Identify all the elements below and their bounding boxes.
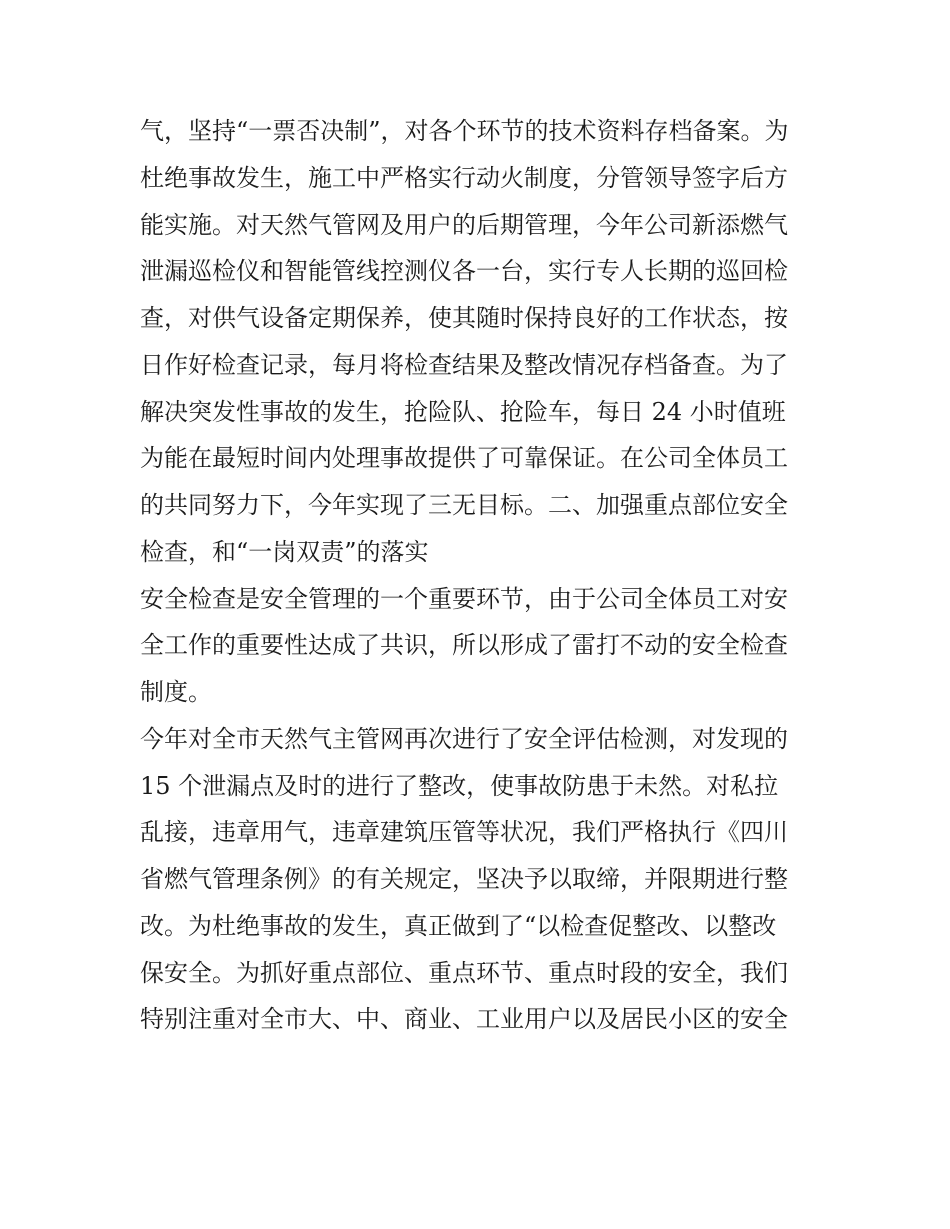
text-line: 查，对供气设备定期保养，使其随时保持良好的工作状态，按 <box>140 304 788 332</box>
text-line: 保安全。为抓好重点部位、重点环节、重点时段的安全，我们 <box>140 958 788 987</box>
text-line: 能实施。对天然气管网及用户的后期管理，今年公司新添燃气 <box>140 210 788 239</box>
text-line: 杜绝事故发生，施工中严格实行动火制度，分管领导签字后方 <box>140 163 788 192</box>
text-line: 的共同努力下，今年实现了三无目标。二、加强重点部位安全 <box>140 491 788 519</box>
text-line: 气，坚持“一票否决制”，对各个环节的技术资料存档备案。为 <box>140 117 789 145</box>
text-line: 今年对全市天然气主管网再次进行了安全评估检测，对发现的 <box>140 724 788 753</box>
text-line: 特别注重对全市大、中、商业、工业用户以及居民小区的安全 <box>140 1005 788 1034</box>
text-line: 改。为杜绝事故的发生，真正做到了“以检查促整改、以整改 <box>140 911 777 940</box>
text-line: 为能在最短时间内处理事故提供了可靠保证。在公司全体员工 <box>140 444 788 473</box>
text-line: 安全检查是安全管理的一个重要环节，由于公司全体员工对安 <box>140 584 788 613</box>
text-line: 检查，和“一岗双责”的落实 <box>140 537 429 566</box>
text-line: 15 个泄漏点及时的进行了整改，使事故防患于未然。对私拉 <box>140 771 779 800</box>
text-line: 全工作的重要性达成了共识，所以形成了雷打不动的安全检查 <box>140 631 788 660</box>
text-line: 省燃气管理条例》的有关规定，坚决予以取缔，并限期进行整 <box>140 865 788 893</box>
text-line: 日作好检查记录，每月将检查结果及整改情况存档备查。为了 <box>140 350 788 379</box>
body-text <box>140 108 820 1043</box>
text-line: 泄漏巡检仪和智能管线控测仪各一台，实行专人长期的巡回检 <box>140 257 788 286</box>
text-line: 制度。 <box>140 678 212 706</box>
text-line: 乱接，违章用气，违章建筑压管等状况，我们严格执行《四川 <box>140 818 788 847</box>
text-line: 解决突发性事故的发生，抢险队、抢险车，每日 24 小时值班 <box>140 397 786 426</box>
